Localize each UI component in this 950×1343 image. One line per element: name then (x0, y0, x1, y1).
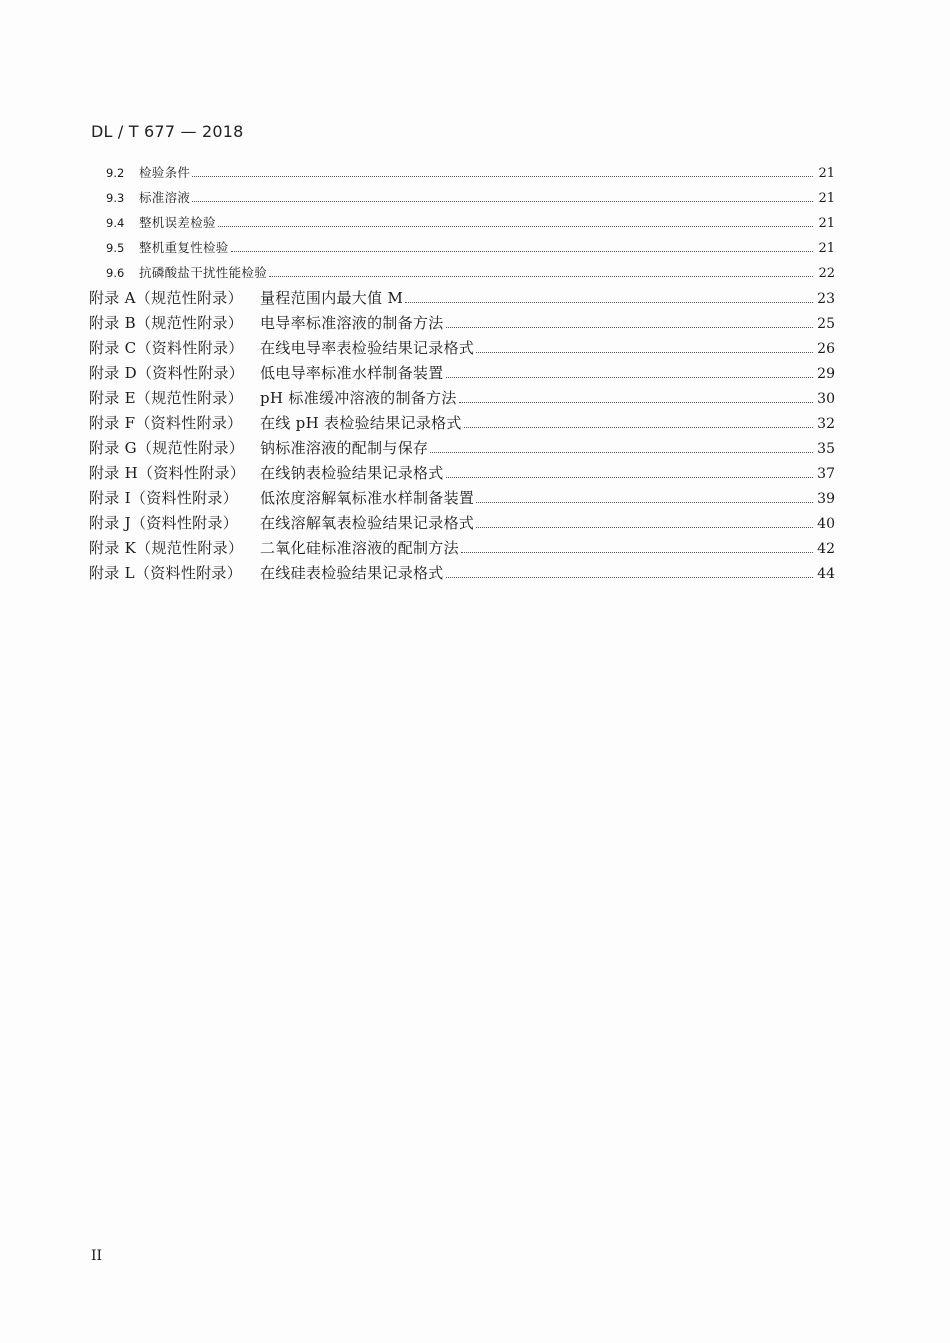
toc-section-number: 9.6 (106, 266, 125, 280)
toc-entry-9-5[interactable] (106, 238, 835, 256)
dot-leader (459, 401, 813, 403)
toc-appendix-label: 附录 H（资料性附录） (89, 464, 246, 482)
toc-entry-appendix-h[interactable] (89, 462, 835, 482)
toc-entry-9-3[interactable] (106, 188, 835, 206)
toc-page-number: 30 (817, 391, 835, 407)
toc-section-number: 9.5 (106, 241, 125, 255)
toc-entry-appendix-l[interactable] (89, 562, 835, 582)
dot-leader (476, 526, 813, 528)
dot-leader (192, 175, 813, 177)
toc-appendix-title: 在线溶解氧表检验结果记录格式 (260, 514, 475, 532)
dot-leader (446, 576, 813, 578)
toc-entry-appendix-a[interactable] (89, 287, 835, 307)
toc-appendix-title: 二氧化硅标准溶液的配制方法 (260, 539, 459, 557)
toc-page-number: 22 (818, 266, 835, 281)
toc-page-number: 25 (817, 316, 835, 332)
toc-section-number: 9.3 (106, 191, 125, 205)
toc-appendix-title: 在线硅表检验结果记录格式 (260, 564, 444, 582)
document-code-header: DL / T 677 — 2018 (91, 122, 244, 141)
toc-section-title: 整机重复性检验 (139, 240, 229, 255)
dot-leader (405, 301, 813, 303)
dot-leader (430, 451, 813, 453)
toc-appendix-title: pH 标准缓冲溶液的制备方法 (260, 389, 457, 407)
toc-appendix-label: 附录 F（资料性附录） (89, 414, 243, 432)
dot-leader (446, 326, 813, 328)
toc-entry-9-6[interactable] (106, 263, 835, 281)
toc-page-number: 21 (818, 216, 835, 231)
toc-appendix-label: 附录 C（资料性附录） (89, 339, 244, 357)
dot-leader (231, 250, 813, 252)
toc-appendix-label: 附录 E（规范性附录） (89, 389, 244, 407)
page-folio: II (91, 1248, 103, 1264)
toc-entry-appendix-c[interactable] (89, 337, 835, 357)
toc-page-number: 23 (817, 291, 835, 307)
toc-page-number: 44 (817, 566, 835, 582)
toc-appendix-title: 在线钠表检验结果记录格式 (260, 464, 444, 482)
toc-appendix-label: 附录 K（规范性附录） (89, 539, 244, 557)
toc-section-title: 整机误差检验 (139, 215, 216, 230)
toc-entry-appendix-d[interactable] (89, 362, 835, 382)
toc-appendix-title: 低浓度溶解氧标准水样制备装置 (260, 489, 475, 507)
toc-page-number: 21 (818, 166, 835, 181)
dot-leader (476, 351, 813, 353)
toc-entry-9-2[interactable] (106, 163, 835, 181)
dot-leader (476, 501, 813, 503)
toc-appendix-label: 附录 I（资料性附录） (89, 489, 238, 507)
toc-page-number: 21 (818, 241, 835, 256)
dot-leader (446, 476, 813, 478)
toc-page-number: 40 (817, 516, 835, 532)
toc-entry-appendix-g[interactable] (89, 437, 835, 457)
dot-leader (269, 275, 813, 277)
dot-leader (446, 376, 813, 378)
toc-entry-appendix-k[interactable] (89, 537, 835, 557)
toc-appendix-title: 钠标准溶液的配制与保存 (260, 439, 429, 457)
toc-page-number: 35 (817, 441, 835, 457)
dot-leader (192, 200, 813, 202)
toc-entry-appendix-f[interactable] (89, 412, 835, 432)
toc-page-number: 32 (817, 416, 835, 432)
dot-leader (464, 426, 813, 428)
toc-page-number: 42 (817, 541, 835, 557)
toc-entry-9-4[interactable] (106, 213, 835, 231)
toc-appendix-title: 在线电导率表检验结果记录格式 (260, 339, 475, 357)
toc-appendix-label: 附录 L（资料性附录） (89, 564, 243, 582)
toc-appendix-label: 附录 B（规范性附录） (89, 314, 244, 332)
toc-entry-appendix-i[interactable] (89, 487, 835, 507)
toc-appendix-label: 附录 G（规范性附录） (89, 439, 245, 457)
toc-appendix-label: 附录 A（规范性附录） (89, 289, 243, 307)
toc-appendix-label: 附录 J（资料性附录） (89, 514, 239, 532)
toc-appendix-title: 在线 pH 表检验结果记录格式 (260, 414, 462, 432)
dot-leader (218, 225, 813, 227)
toc-section-title: 检验条件 (139, 165, 191, 180)
toc-page-number: 26 (817, 341, 835, 357)
toc-section-number: 9.4 (106, 216, 125, 230)
toc-entry-appendix-j[interactable] (89, 512, 835, 532)
toc-section-number: 9.2 (106, 166, 125, 180)
toc-appendix-title: 量程范围内最大值 M (260, 289, 404, 307)
toc-section-title: 标准溶液 (139, 190, 191, 205)
toc-appendix-title: 电导率标准溶液的制备方法 (260, 314, 444, 332)
toc-page-number: 37 (817, 466, 835, 482)
toc-appendix-label: 附录 D（资料性附录） (89, 364, 245, 382)
toc-page-number: 39 (817, 491, 835, 507)
toc-entry-appendix-b[interactable] (89, 312, 835, 332)
toc-page-number: 29 (817, 366, 835, 382)
toc-section-title: 抗磷酸盐干扰性能检验 (139, 265, 268, 280)
toc-entry-appendix-e[interactable] (89, 387, 835, 407)
toc-page-number: 21 (818, 191, 835, 206)
toc-appendix-title: 低电导率标准水样制备装置 (260, 364, 444, 382)
dot-leader (461, 551, 813, 553)
